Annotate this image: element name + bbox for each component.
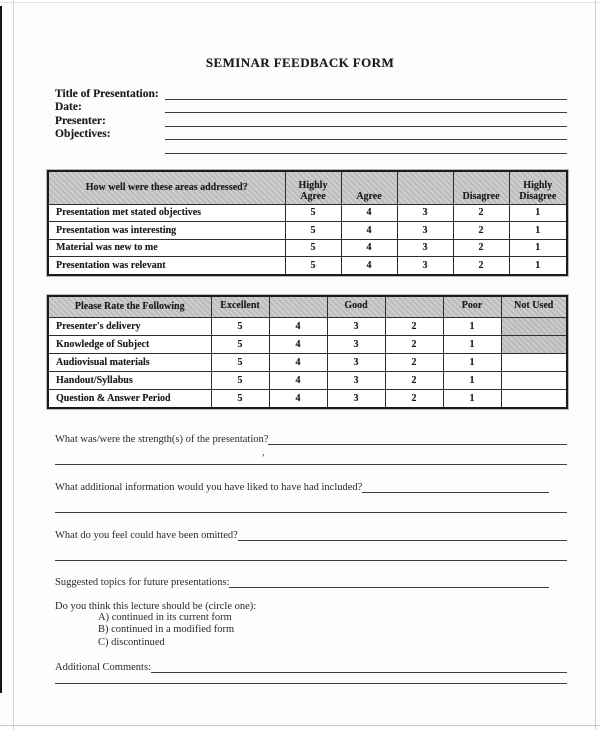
rating-cell[interactable]: 5 [211, 353, 269, 371]
rating-cell[interactable]: 1 [443, 371, 501, 389]
not-used-cell [501, 335, 567, 353]
rating-cell[interactable]: 2 [453, 257, 509, 275]
additional-info-line[interactable] [362, 481, 549, 493]
row-label: Presentation was interesting [48, 222, 285, 240]
row-label: Presentation met stated objectives [48, 204, 285, 222]
rating-cell[interactable]: 3 [397, 204, 453, 222]
omitted-line-2[interactable] [55, 560, 567, 561]
col-header-disagree: Disagree [453, 171, 509, 205]
scan-speck-artifact: , [262, 446, 265, 458]
rating-cell[interactable]: 1 [509, 257, 567, 275]
rating-cell[interactable]: 2 [385, 335, 443, 353]
table-title-cell: How well were these areas addressed? [48, 171, 285, 205]
scan-edge-artifact [0, 725, 600, 726]
form-title: SEMINAR FEEDBACK FORM [205, 55, 395, 70]
table-row [48, 371, 567, 389]
table-row [48, 257, 567, 275]
rating-cell[interactable]: 5 [211, 389, 269, 408]
circle-one-section [55, 601, 567, 650]
row-label: Knowledge of Subject [48, 335, 211, 353]
rating-cell[interactable]: 5 [211, 335, 269, 353]
rating-cell[interactable]: 1 [443, 353, 501, 371]
omitted-line[interactable] [238, 529, 567, 541]
additional-comments-line-2[interactable] [55, 683, 567, 684]
field-row [55, 86, 567, 100]
rating-cell[interactable]: 4 [269, 317, 327, 335]
row-label: Audiovisual materials [48, 353, 211, 371]
objectives-line[interactable] [165, 127, 567, 140]
question-label: Suggested topics for future presentations: [55, 576, 230, 588]
suggested-topics-line[interactable] [229, 576, 549, 588]
option-c[interactable]: C) discontinued [98, 636, 165, 648]
col-header-poor: Poor [443, 296, 501, 318]
table-row [48, 204, 567, 222]
row-label: Handout/Syllabus [48, 371, 211, 389]
rating-cell[interactable]: 4 [341, 239, 397, 257]
scan-edge-artifact [13, 0, 14, 730]
row-label: Presenter's delivery [48, 317, 211, 335]
presenter-line[interactable] [165, 114, 567, 127]
rating-cell[interactable]: 3 [397, 257, 453, 275]
rating-cell[interactable]: 1 [443, 317, 501, 335]
additional-comments-line[interactable] [151, 661, 567, 673]
rating-cell[interactable]: 2 [385, 353, 443, 371]
rating-cell[interactable]: 3 [327, 371, 385, 389]
areas-addressed-table [47, 170, 568, 276]
option-b[interactable]: B) continued in a modified form [98, 624, 235, 635]
question-strengths [55, 433, 567, 445]
question-label: What was/were the strength(s) of the presentation? [55, 433, 269, 445]
col-header-good: Good [327, 296, 385, 318]
table-row [48, 317, 567, 335]
objectives-label: Objectives: [55, 128, 111, 140]
table-row [48, 353, 567, 371]
col-header-blank [385, 296, 443, 318]
rating-cell[interactable]: 3 [327, 353, 385, 371]
rating-cell[interactable]: 1 [443, 335, 501, 353]
rating-cell[interactable]: 5 [285, 222, 341, 240]
question-label: Additional Comments: [55, 662, 151, 673]
scan-edge-artifact [595, 0, 596, 730]
not-used-cell[interactable] [501, 353, 567, 371]
header-fields [55, 86, 567, 154]
rating-cell[interactable]: 5 [211, 317, 269, 335]
rating-cell[interactable]: 4 [341, 222, 397, 240]
strengths-line-2[interactable] [55, 464, 567, 465]
rating-cell[interactable]: 3 [327, 389, 385, 408]
question-label: What do you feel could have been omitted? [55, 529, 238, 541]
field-row [55, 127, 567, 141]
rating-cell[interactable]: 3 [397, 239, 453, 257]
col-header-highly-agree: Highly Agree [285, 171, 341, 205]
row-label: Question & Answer Period [48, 389, 211, 408]
row-label: Material was new to me [48, 239, 285, 257]
rating-cell[interactable]: 2 [385, 317, 443, 335]
table-row [48, 222, 567, 240]
not-used-cell[interactable] [501, 371, 567, 389]
col-header-not-used: Not Used [501, 296, 567, 318]
col-header-blank [397, 171, 453, 205]
table-title-cell: Please Rate the Following [48, 296, 211, 318]
rate-following-table [47, 295, 568, 409]
question-omitted [55, 529, 567, 541]
rating-cell[interactable]: 5 [285, 204, 341, 222]
field-row [55, 140, 567, 154]
additional-info-line-2[interactable] [55, 512, 567, 513]
field-row [55, 100, 567, 114]
table-row [48, 239, 567, 257]
objectives-line-2[interactable] [165, 141, 567, 154]
col-header-highly-disagree: Highly Disagree [509, 171, 567, 205]
strengths-line[interactable] [268, 433, 567, 445]
question-additional-comments [55, 661, 567, 673]
col-header-agree: Agree [341, 171, 397, 205]
rating-cell[interactable]: 3 [327, 317, 385, 335]
col-header-excellent: Excellent [211, 296, 269, 318]
rating-cell[interactable]: 4 [269, 389, 327, 408]
scan-edge-artifact [0, 6, 2, 693]
rating-cell[interactable]: 4 [269, 335, 327, 353]
rating-cell[interactable]: 4 [341, 204, 397, 222]
rating-cell[interactable]: 2 [385, 389, 443, 408]
rating-cell[interactable]: 3 [327, 335, 385, 353]
question-additional-info [55, 481, 567, 493]
title-of-presentation-line[interactable] [165, 87, 567, 100]
rating-cell[interactable]: 5 [285, 239, 341, 257]
question-label: What additional information would you have liked to have had included? [55, 481, 363, 493]
presenter-label: Presenter: [55, 114, 106, 127]
rating-cell[interactable]: 1 [509, 222, 567, 240]
rating-cell[interactable]: 2 [453, 222, 509, 240]
col-header-blank [269, 296, 327, 318]
rating-cell[interactable]: 1 [509, 239, 567, 257]
rating-cell[interactable]: 2 [453, 204, 509, 222]
rating-cell[interactable]: 3 [397, 222, 453, 240]
table-header-row [48, 171, 567, 205]
question-suggested-topics [55, 576, 567, 588]
rating-cell[interactable]: 2 [453, 239, 509, 257]
option-a[interactable]: A) continued in its current form [98, 611, 232, 623]
not-used-cell[interactable] [501, 389, 567, 408]
date-line[interactable] [165, 100, 567, 113]
rating-cell[interactable]: 4 [269, 371, 327, 389]
rating-cell[interactable]: 2 [385, 371, 443, 389]
table-header-row [48, 296, 567, 318]
date-label: Date: [55, 101, 82, 113]
rating-cell[interactable]: 4 [269, 353, 327, 371]
title-of-presentation-label: Title of Presentation: [55, 87, 159, 100]
circle-one-label: Do you think this lecture should be (circle one): [55, 600, 257, 612]
rating-cell[interactable]: 5 [211, 371, 269, 389]
scan-edge-artifact [0, 2, 600, 3]
rating-cell[interactable]: 4 [341, 257, 397, 275]
not-used-cell [501, 317, 567, 335]
rating-cell[interactable]: 1 [509, 204, 567, 222]
row-label: Presentation was relevant [48, 257, 285, 275]
rating-cell[interactable]: 5 [285, 257, 341, 275]
rating-cell[interactable]: 1 [443, 389, 501, 408]
table-row [48, 335, 567, 353]
table-row [48, 389, 567, 408]
field-row [55, 113, 567, 127]
